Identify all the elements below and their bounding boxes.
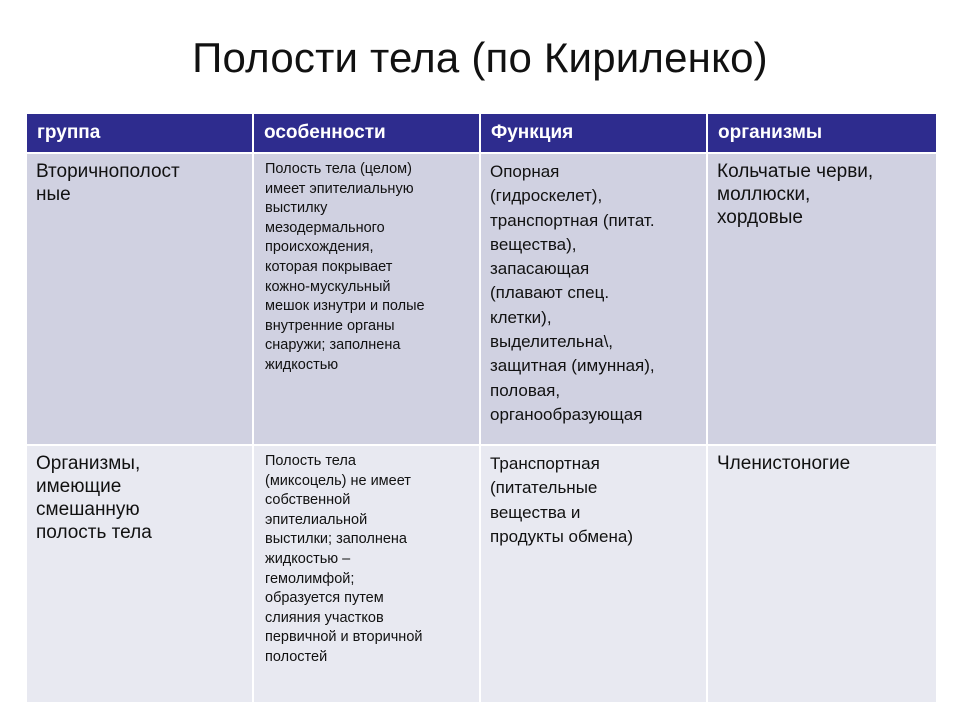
- header-organisms: организмы: [707, 113, 937, 153]
- cell-features: Полость тела (миксоцель) не имеет собственной эпителиальной выстилки; заполнена жидкостью – гемолимфой; образуется путем слияния участков первичной и вторичной полостей: [253, 445, 480, 703]
- cell-organisms: Кольчатые черви, моллюски, хордовые: [707, 153, 937, 445]
- slide-title: Полости тела (по Кириленко): [192, 34, 768, 81]
- cell-group: Вторичнополост ные: [26, 153, 253, 445]
- header-features: особенности: [253, 113, 480, 153]
- cell-organisms: Членистоногие: [707, 445, 937, 703]
- header-group: группа: [26, 113, 253, 153]
- cell-function: Опорная (гидроскелет), транспортная (питат. вещества), запасающая (плавают спец. клетки), выделительна\, защитная (имунная), половая, органообразующая: [480, 153, 707, 445]
- table-header-row: [26, 113, 937, 153]
- table-row: [26, 445, 937, 703]
- cell-function: Транспортная (питательные вещества и продукты обмена): [480, 445, 707, 703]
- cell-group: Организмы, имеющие смешанную полость тела: [26, 445, 253, 703]
- cell-features: Полость тела (целом) имеет эпителиальную выстилку мезодермального происхождения, которая покрывает кожно-мускульный мешок изнутри и полые внутренние органы снаружи; заполнена жидкостью: [253, 153, 480, 445]
- header-function: Функция: [480, 113, 707, 153]
- cavities-table: [25, 112, 938, 704]
- table-row: [26, 153, 937, 445]
